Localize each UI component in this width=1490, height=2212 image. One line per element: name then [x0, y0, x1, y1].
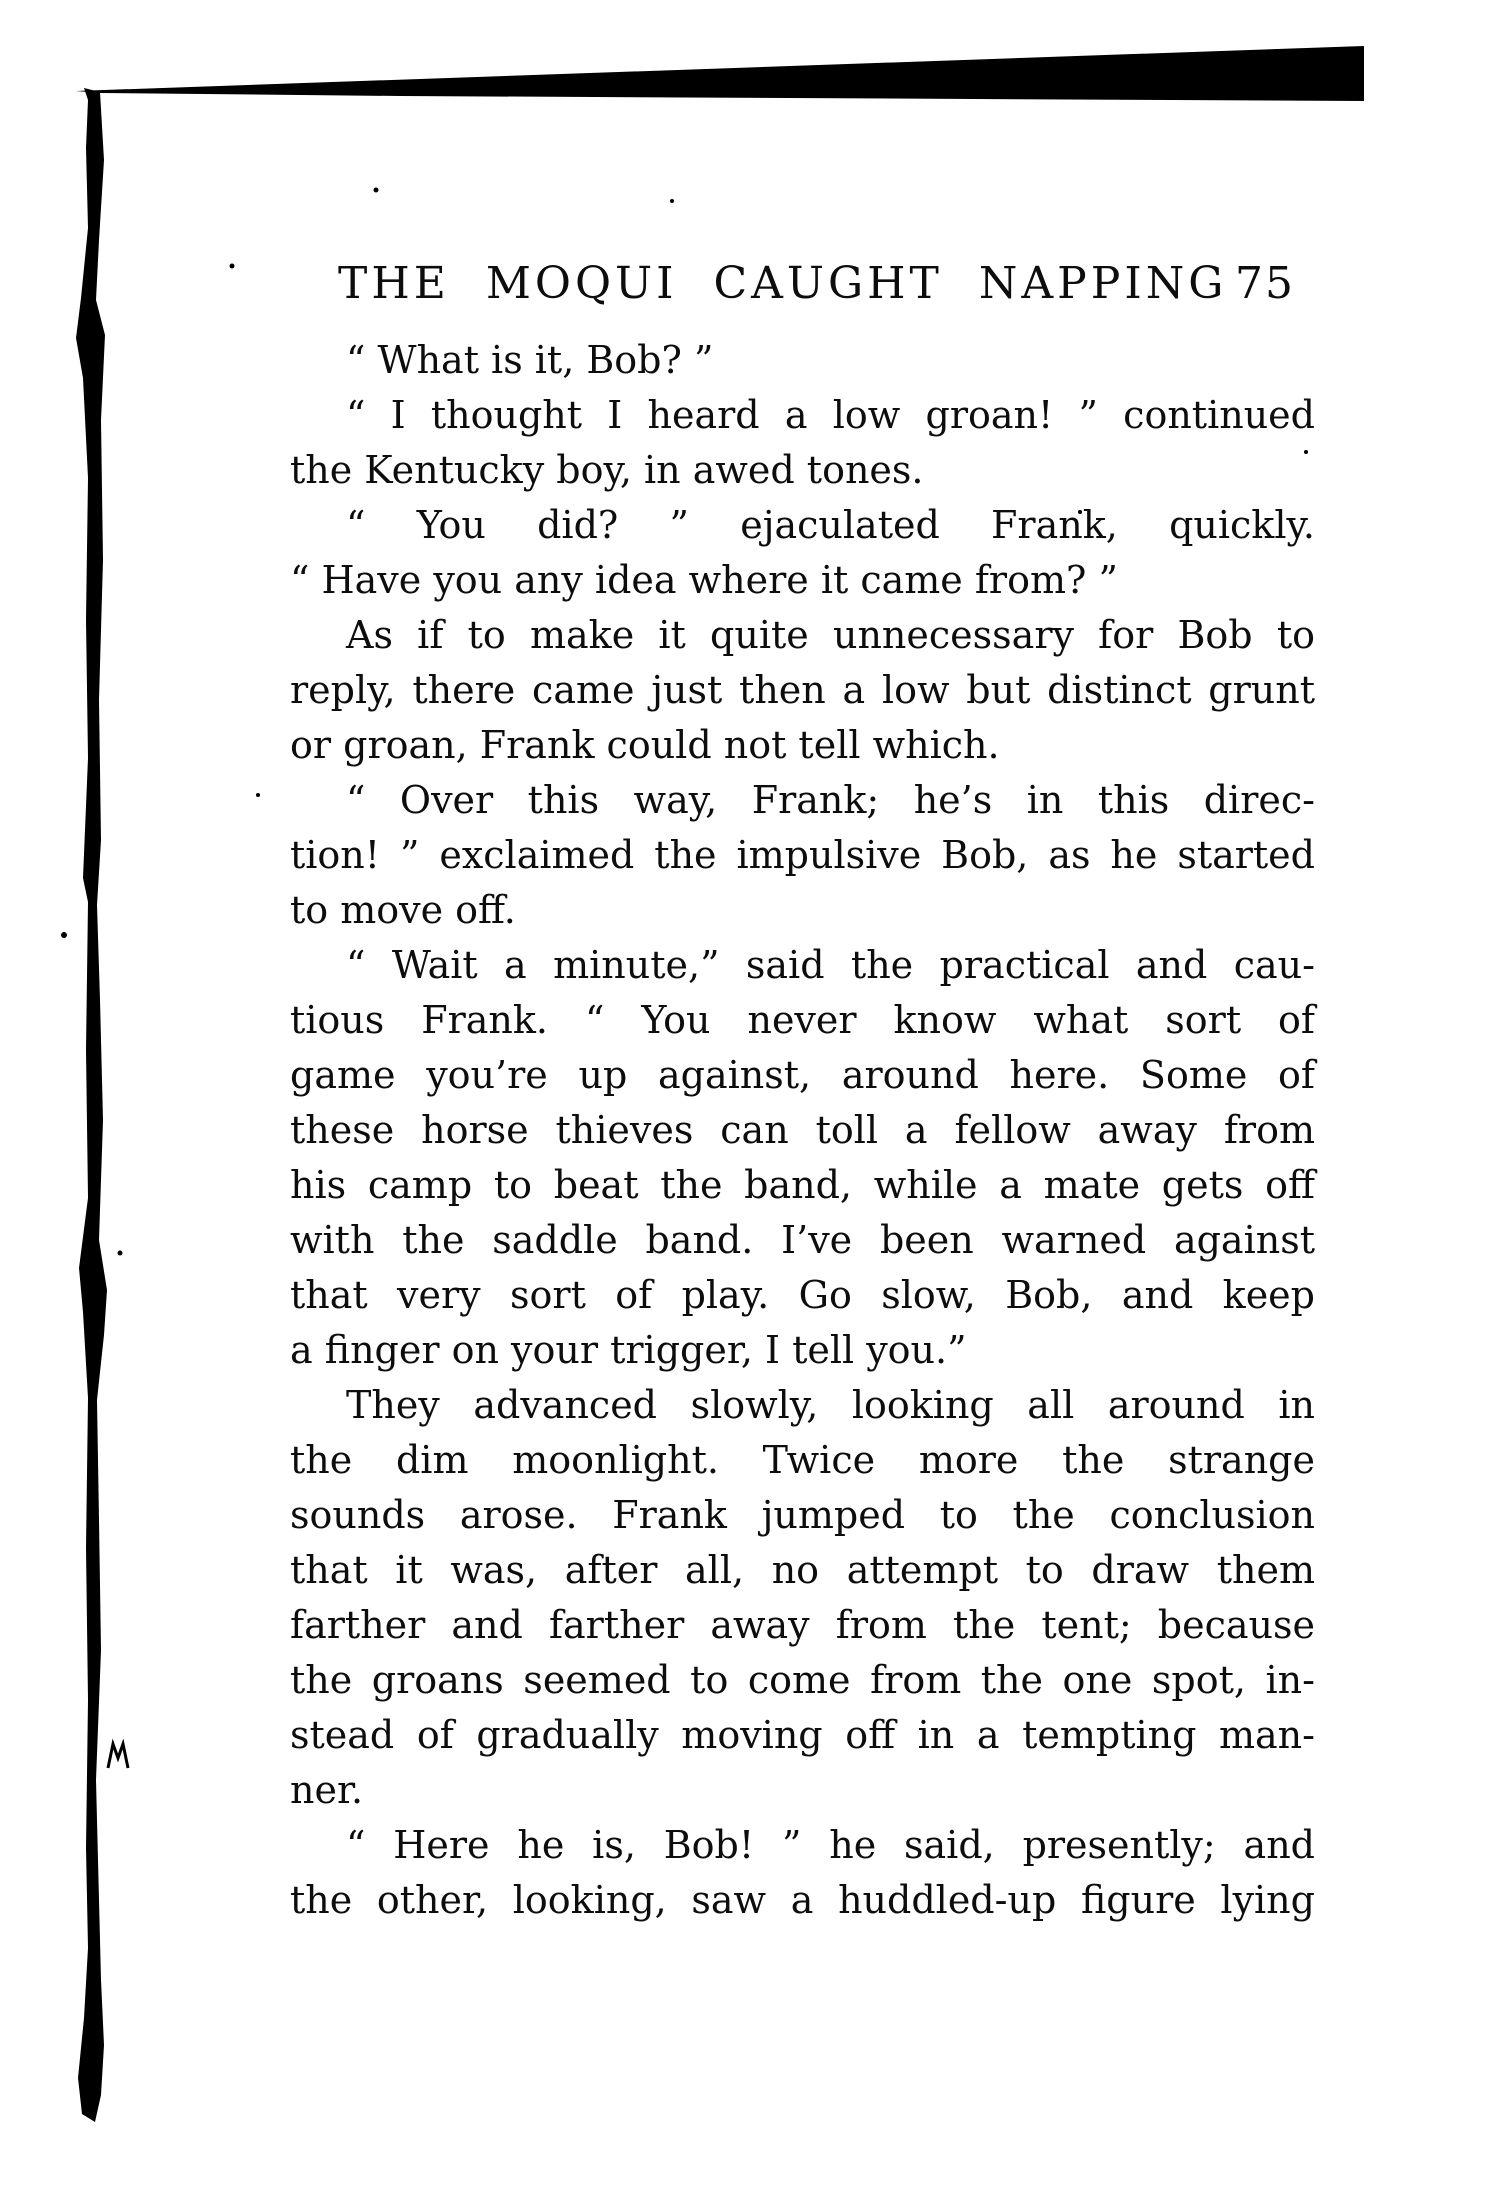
body-line: tious Frank. “ You never know what sort of — [290, 998, 1315, 1042]
body-line: these horse thieves can toll a fellow away from — [290, 1108, 1315, 1152]
body-line: with the saddle band. I’ve been warned against — [290, 1218, 1315, 1262]
body-line: tion! ” exclaimed the impulsive Bob, as he started — [290, 833, 1315, 877]
body-line: “ You did? ” ejaculated Frank, quickly. — [346, 503, 1315, 547]
body-line: farther and farther away from the tent; because — [290, 1603, 1315, 1647]
running-head — [290, 258, 1315, 318]
body-line: “ Here he is, Bob! ” he said, presently; and — [346, 1823, 1315, 1867]
body-line: “ Over this way, Frank; he’s in this direc- — [346, 778, 1315, 822]
body-line: “ Have you any idea where it came from? ” — [290, 558, 1118, 602]
body-line: “ Wait a minute,” said the practical and cau- — [346, 943, 1315, 987]
body-line: the groans seemed to come from the one spot, in- — [290, 1658, 1315, 1702]
body-line: As if to make it quite unnecessary for Bob to — [346, 613, 1315, 657]
body-line: the Kentucky boy, in awed tones. — [290, 448, 924, 492]
body-line: reply, there came just then a low but distinct grunt — [290, 668, 1315, 712]
body-line: to move off. — [290, 888, 516, 932]
left-binding-line — [76, 88, 107, 2122]
body-line: sounds arose. Frank jumped to the conclusion — [290, 1493, 1315, 1537]
chapter-title: THE MOQUI CAUGHT NAPPING — [338, 258, 1228, 309]
body-line: stead of gradually moving off in a tempting man- — [290, 1713, 1315, 1757]
body-text — [290, 333, 1315, 1928]
body-line: game you’re up against, around here. Some of — [290, 1053, 1315, 1097]
page-number: 75 — [1235, 258, 1295, 309]
top-edge-shadow-wedge — [76, 46, 1364, 101]
body-line: the other, looking, saw a huddled-up figure lying — [290, 1878, 1315, 1922]
body-line: or groan, Frank could not tell which. — [290, 723, 1000, 767]
body-line: They advanced slowly, looking all around in — [346, 1383, 1315, 1427]
body-line: that very sort of play. Go slow, Bob, and keep — [290, 1273, 1315, 1317]
body-line: “ I thought I heard a low groan! ” continued — [346, 393, 1315, 437]
body-line: that it was, after all, no attempt to draw them — [290, 1548, 1315, 1592]
body-line: “ What is it, Bob? ” — [346, 338, 714, 382]
body-line: a finger on your trigger, I tell you.” — [290, 1328, 967, 1372]
body-line: ner. — [290, 1768, 364, 1812]
body-line: his camp to beat the band, while a mate gets off — [290, 1163, 1315, 1207]
pen-mark — [108, 1744, 128, 1768]
body-line: the dim moonlight. Twice more the strange — [290, 1438, 1315, 1482]
